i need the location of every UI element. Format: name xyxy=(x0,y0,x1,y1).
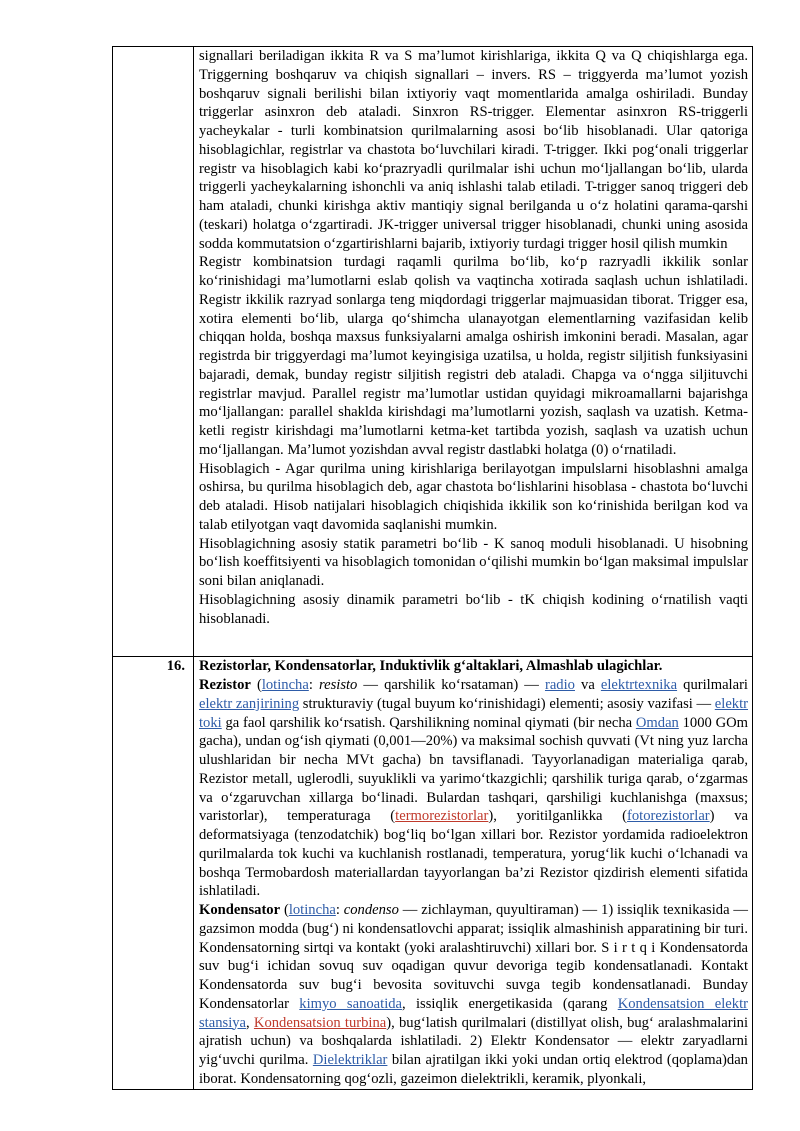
text-span: va xyxy=(574,677,601,693)
text-span: : xyxy=(308,677,319,693)
text-span: qurilmalari xyxy=(677,677,748,693)
text-span: 1000 GOm gacha), undan og‘ish qiymati (0,001—20%) va maksimal sochish quvvati (Vt ning yuz larcha ulushlaridan bir necha MVt gacha) bn tavsiflanadi. Tayyorlanadigan materialiga qarab, Rezistor metall, uglerodli, suyuklikli va yarimo‘tkazgichli; qarshilik turiga qarab, o‘zgarmas va o‘zgaruvchan xillarga bo‘linadi. Bulardan tashqari, qarshiligi kuchlanishga (maxsus; varistorlar), temperaturaga ( xyxy=(199,714,748,825)
paragraph-rezistor xyxy=(199,676,748,901)
text-span: , issiqlik energetikasida (qarang xyxy=(402,995,618,1012)
link-dielektriklar[interactable]: Dielektriklar xyxy=(312,1052,388,1068)
section-title: Rezistorlar, Kondensatorlar, Induktivlik g‘altaklari, Almashlab ulagichlar. xyxy=(199,658,663,674)
table-row xyxy=(113,657,753,1090)
table-row xyxy=(113,47,753,657)
paragraph-hisoblagich: Hisoblagich - Agar qurilma uning kirishlariga berilayotgan impulslarni hisoblashni amalga oshirsa, bu qurilma hisoblagich deb, agar chastota bo‘lishlarini hisoblasa - chastota bo‘luvchi deb ataladi. Hisob natijalari hisoblagich chiqishida ikkilik son ko‘rinishida berilgan kod va talab etilyotgan vaqt davomida saqlanishi mumkin. xyxy=(199,460,748,533)
text-span: : xyxy=(335,902,344,918)
text-span: strukturaviy (tugal buyum ko‘rinishidagi) elementi; asosiy vazifasi — xyxy=(299,695,715,712)
link-elektr-zanjiri[interactable]: elektr zanjirining xyxy=(199,695,300,712)
number-cell-empty xyxy=(113,47,194,657)
link-lotincha[interactable]: lotincha xyxy=(288,902,336,918)
text-span: bilan ajratilgan ikki yoki undan ortiq elektrod (qoplama)dan iborat. Kondensatorning qog‘ozli, gazeimon dielektrikli, keramik, plyonkali, xyxy=(199,1052,748,1087)
latin-word: resisto xyxy=(318,677,358,693)
text-span: ) va deformatsiyaga (tenzodatchik) bog‘liq bo‘lgan xillari bor. Rezistor yordamida radioelektron qurilmalarda tok kuchi va kuchlanish rostlanadi, temperatura, yorug‘lik kuchi o‘lchanadi va boshqa Termobardosh materiallardan tayyorlangan ba’zi Rezistor qizdirish elementi sifatida ishlatiladi. xyxy=(199,808,748,900)
paragraph-dynamic-param: Hisoblagichning asosiy dinamik parametri bo‘lib - tK chiqish kodining o‘rnatilish vaqti hisoblanadi. xyxy=(199,591,748,627)
paragraph-registr: Registr kombinatsion turdagi raqamli qurilma bo‘lib, ko‘p razryadli ikkilik sonlar ko‘rinishidagi ma’lumotlarni eslab qolish va vaqtincha xotirada saqlash uchun ishlatiladi. Registr ikkilik razryad sonlarga teng miqdordagi triggerlar majmuasidan tiborat. Trigger esa, xotira elementi bo‘lib, ularga qo‘shimcha ulanayotgan elementlarning vazifasidan kelib chiqqan holda, boshqa maxsus funksiyalarni amalga oshirish imkonini beradi. Masalan, agar registrda bir triggyerdagi ma’lumot keyingisiga uzatilsa, u holda, registr siljitish funksiyasini bajaradi, demak, bunday registr siljitish registri deb ataladi. Chapga va o‘ngga siljituvchi registrlar mavjud. Parallel registr ma’lumotlar ustidan quyidagi mikroamallarni bajarishga mo‘ljallangan: parallel shaklda kirishdagi ma’lumotlarni yozish, saqlash va uzatish. Ketma-ketli registr kirishdagi ma’lumotlarni ketma-ket tartibda yozish, saqlash va uzatish uchun mo‘ljallangan. Ma’lumot yozishdan avval registr dastlabki holatga (0) o‘rnatiladi. xyxy=(199,254,748,458)
paragraph-triggers: signallari beriladigan ikkita R va S ma’lumot kirishlariga, ikkita Q va Q chiqishlarga ega. Triggerning boshqaruv va chiqish signallari – invers. RS – triggyerda ma’lumot yozish boshqaruv signali berilishi bilan ixtiyoriy vaqt momentlarida amalga oshiriladi. Bunday triggerlar asinxron deb ataladi. Sinxron RS-trigger. Elementar asinxron RS-triggerli yacheykalar - turli kombinatsion qurilmalarning asosi bo‘lib hisoblanadi. Ular qatoriga hisoblagichlar, registrlar va chastota bo‘luvchilari kiradi. T-trigger. Ikki pog‘onali triggerlar registr va hisoblagich kabi ko‘prazryadli qurilmalar ishi uchun mo‘ljallangan bo‘lib, ularda triggerli yacheykalarning ishonchli va aniq ishlashi talab etiladi. T-trigger sanoq triggeri deb ham ataladi, chunki kirishga aktiv mantiqiy signal berilganda u o‘z holatini qarama-qarshi (teskari) holatga o‘zgartiradi. JK-trigger universal trigger hisoblanadi, chunki uning asosida sodda kommutatsion o‘zgartirishlarni bajarib, ixtiyoriy turdagi trigger hosil qilish mumkin xyxy=(199,48,748,252)
term-kondensator: Kondensator xyxy=(199,902,281,918)
text-span: ( xyxy=(280,902,289,918)
link-elektr-toki[interactable]: elektr toki xyxy=(199,695,749,731)
link-radio[interactable]: radio xyxy=(544,677,575,693)
text-span: , xyxy=(246,1014,254,1031)
section-number: 16. xyxy=(113,657,194,1090)
link-lotincha[interactable]: lotincha xyxy=(261,677,309,693)
term-rezistor: Rezistor xyxy=(199,677,251,693)
paragraph-static-param: Hisoblagichning asosiy statik parametri bo‘lib - K sanoq moduli hisoblanadi. U hisobning bo‘lish koeffitsiyenti va hisoblagich tomonidan o‘qilishi mumkin bo‘lgan maksimal impulslar soni bilan aniqlanadi. xyxy=(199,535,748,589)
text-span: — qarshilik ko‘rsataman) — xyxy=(357,677,545,693)
text-span: — zichlayman, quyultiraman) — 1) issiqlik texnikasida — gazsimon modda (bug‘) ni kondensatlovchi apparat; issiqlik almashinish apparatining bir turi. Kondensatorning sirtqi va kontakt (yoki aralashtiruvchi) xillari bor. S i r t q i Kondensatorda suv bug‘i ichidan sovuq suv oqadigan quvur devoriga tegib kondensatlanadi. Kontakt Kondensatorda suv bug‘i bevosita sovituvchi suvga tegib kondensatlanadi. Bunday Kondensatorlar xyxy=(199,902,749,1012)
link-termorezistorlar[interactable]: termorezistorlar xyxy=(395,808,489,825)
text-span: ( xyxy=(250,677,262,693)
content-table xyxy=(112,46,753,1090)
text-span: ga faol qarshilik ko‘rsatish. Qarshilikning nominal qiymati (bir necha xyxy=(221,714,636,731)
link-kondensatsion-turbina[interactable]: Kondensatsion turbina xyxy=(253,1014,387,1031)
link-kondensatsion-stansiya[interactable]: Kondensatsion elektr stansiya xyxy=(199,995,748,1031)
link-omdan[interactable]: Omdan xyxy=(635,714,679,731)
link-fotorezistorlar[interactable]: fotorezistorlar xyxy=(627,808,710,825)
text-span: ), bug‘latish qurilmalari (distillyat olish, bug‘ aralashmalarini ajratish uchun) va boshqalarda ishlatiladi. 2) Elektr Kondensator — elektr zaryadlarni yig‘uvchi qurilma. xyxy=(199,1014,749,1068)
text-span: ), yoritilganlikka ( xyxy=(488,808,627,825)
latin-word: condenso xyxy=(343,902,399,918)
text-cell-triggers xyxy=(194,47,753,657)
link-elektrtexnika[interactable]: elektrtexnika xyxy=(600,677,678,693)
link-kimyo-sanoati[interactable]: kimyo sanoatida xyxy=(299,995,403,1012)
paragraph-kondensator xyxy=(199,901,748,1089)
text-cell-section-16 xyxy=(194,657,753,1090)
